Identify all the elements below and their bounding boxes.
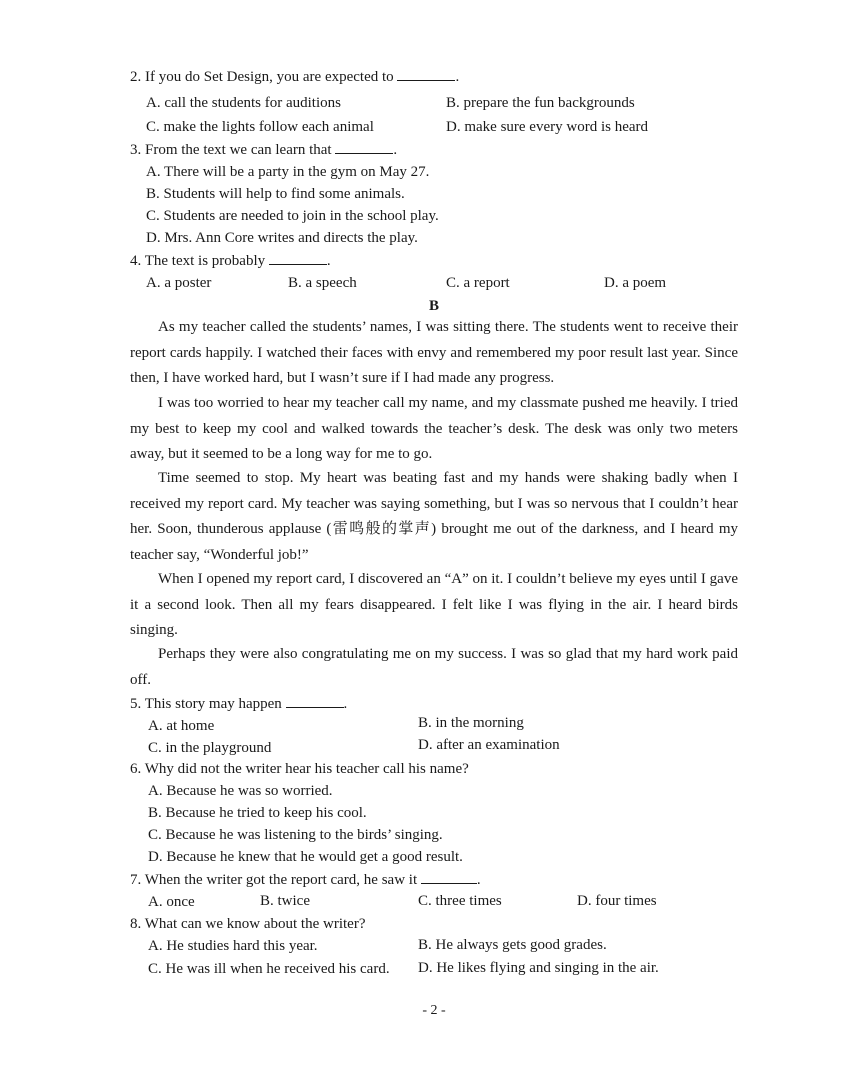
question-4-option-a: A. a poster bbox=[146, 275, 212, 291]
question-4-option-c: C. a report bbox=[446, 275, 510, 291]
section-heading-b: B bbox=[428, 298, 439, 314]
question-7-stem: 7. When the writer got the report card, he saw it . bbox=[130, 872, 481, 888]
answer-blank bbox=[286, 695, 344, 708]
question-7-option-a: A. once bbox=[148, 894, 195, 910]
question-3-option-b: B. Students will help to find some animals. bbox=[146, 186, 405, 202]
answer-blank bbox=[397, 68, 455, 81]
question-5-option-a: A. at home bbox=[148, 718, 215, 734]
question-2-option-b: B. prepare the fun backgrounds bbox=[446, 95, 635, 111]
question-8-option-c: C. He was ill when he received his card. bbox=[148, 961, 390, 977]
question-8-stem: 8. What can we know about the writer? bbox=[130, 916, 366, 932]
question-2-stem: 2. If you do Set Design, you are expected to . bbox=[130, 69, 460, 85]
answer-blank bbox=[269, 252, 327, 265]
answer-blank bbox=[335, 141, 393, 154]
question-8-option-a: A. He studies hard this year. bbox=[148, 938, 318, 954]
question-4-stem: 4. The text is probably . bbox=[130, 253, 331, 269]
question-5-stem: 5. This story may happen . bbox=[130, 696, 348, 712]
question-2-option-d: D. make sure every word is heard bbox=[446, 119, 649, 135]
question-6-option-a: A. Because he was so worried. bbox=[148, 783, 333, 799]
question-7-option-b: B. twice bbox=[260, 893, 310, 909]
question-6-stem: 6. Why did not the writer hear his teacher call his name? bbox=[130, 761, 469, 777]
question-2-option-c: C. make the lights follow each animal bbox=[146, 119, 374, 135]
question-5-option-c: C. in the playground bbox=[148, 740, 272, 756]
question-6-option-d: D. Because he knew that he would get a good result. bbox=[148, 849, 463, 865]
question-5-option-b: B. in the morning bbox=[418, 715, 524, 731]
question-8-option-b: B. He always gets good grades. bbox=[418, 937, 607, 953]
passage-paragraph-2: I was too worried to hear my teacher call my name, and my classmate pushed me heavily. I tried my best to keep my cool and walked towards the teacher’s desk. The desk was only two meters away, but it seemed to be a long way for me to go. bbox=[130, 395, 738, 462]
question-8-option-d: D. He likes flying and singing in the air. bbox=[418, 960, 659, 976]
question-6-option-b: B. Because he tried to keep his cool. bbox=[148, 805, 367, 821]
question-4-option-d: D. a poem bbox=[604, 275, 667, 291]
question-4-option-b: B. a speech bbox=[288, 275, 357, 291]
answer-blank bbox=[421, 871, 477, 884]
page-number: - 2 - bbox=[422, 1003, 446, 1018]
question-3-option-a: A. There will be a party in the gym on May 27. bbox=[146, 164, 430, 180]
question-3-stem: 3. From the text we can learn that . bbox=[130, 142, 398, 158]
question-2-option-a: A. call the students for auditions bbox=[146, 95, 341, 111]
passage-paragraph-1: As my teacher called the students’ names, I was sitting there. The students went to receive their report cards happily. I watched their faces with envy and remembered my poor result last year. Since then, I have worked hard, but I wasn’t sure if I had made any progress. bbox=[130, 319, 738, 386]
passage-paragraph-4: When I opened my report card, I discovered an “A” on it. I couldn’t believe my eyes until I gave it a second look. Then all my fears disappeared. I felt like I was flying in the air. I heard birds singing. bbox=[130, 571, 738, 638]
question-5-option-d: D. after an examination bbox=[418, 737, 560, 753]
question-6-option-c: C. Because he was listening to the birds’ singing. bbox=[148, 827, 443, 843]
question-3-option-c: C. Students are needed to join in the school play. bbox=[146, 208, 439, 224]
passage-paragraph-3: Time seemed to stop. My heart was beating fast and my hands were shaking badly when I received my report card. My teacher was saying something, but I was so nervous that I couldn’t hear her. Soon, thunderous applause (雷鸣般的掌声) brought me out of the darkness, and I heard my teacher say, “Wonderful job!” bbox=[130, 470, 738, 563]
question-7-option-d: D. four times bbox=[577, 893, 657, 909]
passage-paragraph-5: Perhaps they were also congratulating me on my success. I was so glad that my hard work paid off. bbox=[130, 646, 738, 688]
question-3-option-d: D. Mrs. Ann Core writes and directs the play. bbox=[146, 230, 418, 246]
question-7-option-c: C. three times bbox=[418, 893, 502, 909]
